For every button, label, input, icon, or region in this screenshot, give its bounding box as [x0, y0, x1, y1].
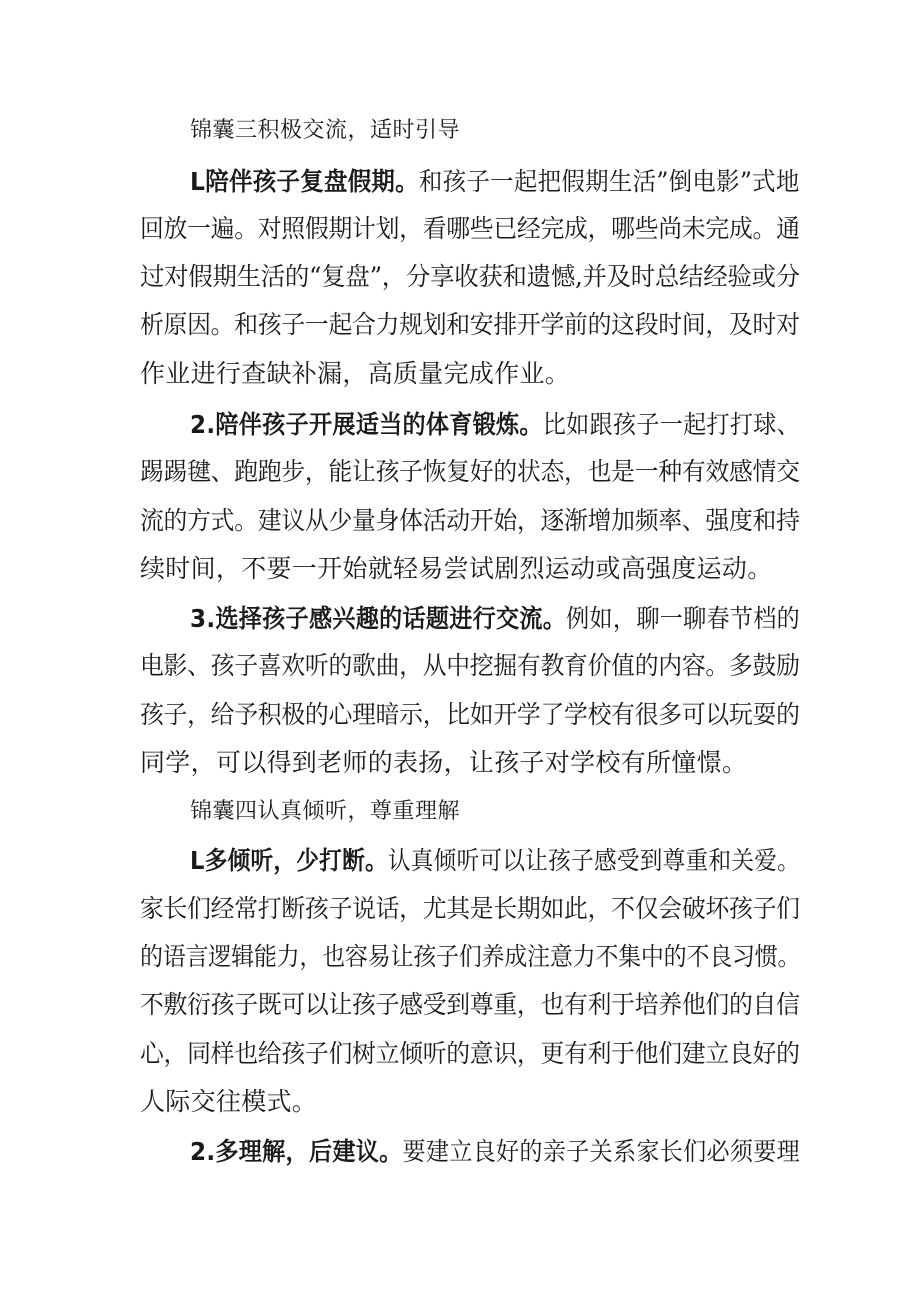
paragraph-line: 心，同样也给孩子们树立倾听的意识，更有利于他们建立良好的 [140, 1039, 800, 1068]
paragraph-line: 踢踢毽、跑跑步，能让孩子恢复好的状态，也是一种有效感情交 [140, 457, 800, 486]
paragraph-line: 孩子，给予积极的心理暗示，比如开学了学校有很多可以玩耍的 [140, 700, 800, 729]
paragraph-lead: 2.多理解，后建议。 [190, 1137, 403, 1166]
paragraph-line: 同学，可以得到老师的表扬，让孩子对学校有所憧憬。 [140, 748, 748, 777]
paragraph-text: 和孩子一起把假期生活”倒电影”式地 [418, 167, 800, 196]
paragraph-text: 例如，聊一聊春节档的 [566, 604, 801, 633]
paragraph-text: 比如跟孩子一起打打球、 [542, 410, 801, 439]
section-heading: 锦囊四认真倾听，尊重理解 [190, 799, 461, 824]
paragraph-line [190, 604, 800, 634]
paragraph-line [190, 1137, 800, 1167]
paragraph-line: 家长们经常打断孩子说话，尤其是长期如此，不仅会破坏孩子们 [140, 894, 800, 923]
paragraph-line: 不敷衍孩子既可以让孩子感受到尊重，也有利于培养他们的自信 [140, 990, 800, 1019]
paragraph-line [190, 846, 800, 876]
paragraph-lead: 3.选择孩子感兴趣的话题进行交流。 [190, 604, 567, 633]
paragraph-line: 电影、孩子喜欢听的歌曲，从中挖掘有教育价值的内容。多鼓励 [140, 651, 800, 680]
paragraph-lead: L陪伴孩子复盘假期。 [190, 167, 419, 196]
paragraph-line: 过对假期生活的“复盘”，分享收获和遗憾,并及时总结经验或分 [140, 262, 800, 291]
section-heading: 锦囊三积极交流，适时引导 [190, 118, 461, 143]
paragraph-lead: 2.陪伴孩子开展适当的体育锻炼。 [190, 410, 543, 439]
paragraph-line: 作业进行查缺补漏，高质量完成作业。 [140, 359, 571, 388]
paragraph-line: 续时间，不要一开始就轻易尝试剧烈运动或高强度运动。 [140, 554, 773, 583]
paragraph-text: 要建立良好的亲子关系家长们必须要理 [402, 1137, 801, 1166]
paragraph-line: 的语言逻辑能力，也容易让孩子们养成注意力不集中的不良习惯。 [140, 942, 801, 971]
paragraph-line: 回放一遍。对照假期计划，看哪些已经完成，哪些尚未完成。通 [140, 214, 800, 243]
paragraph-line: 析原因。和孩子一起合力规划和安排开学前的这段时间，及时对 [140, 310, 800, 339]
paragraph-line: 流的方式。建议从少量身体活动开始，逐渐增加频率、强度和持 [140, 506, 800, 535]
paragraph-line [190, 167, 800, 197]
paragraph-lead: L多倾听，少打断。 [190, 846, 388, 875]
paragraph-line: 人际交往模式。 [140, 1087, 318, 1116]
paragraph-text: 认真倾听可以让孩子感受到尊重和关爱。 [387, 846, 801, 875]
paragraph-line [190, 410, 800, 440]
